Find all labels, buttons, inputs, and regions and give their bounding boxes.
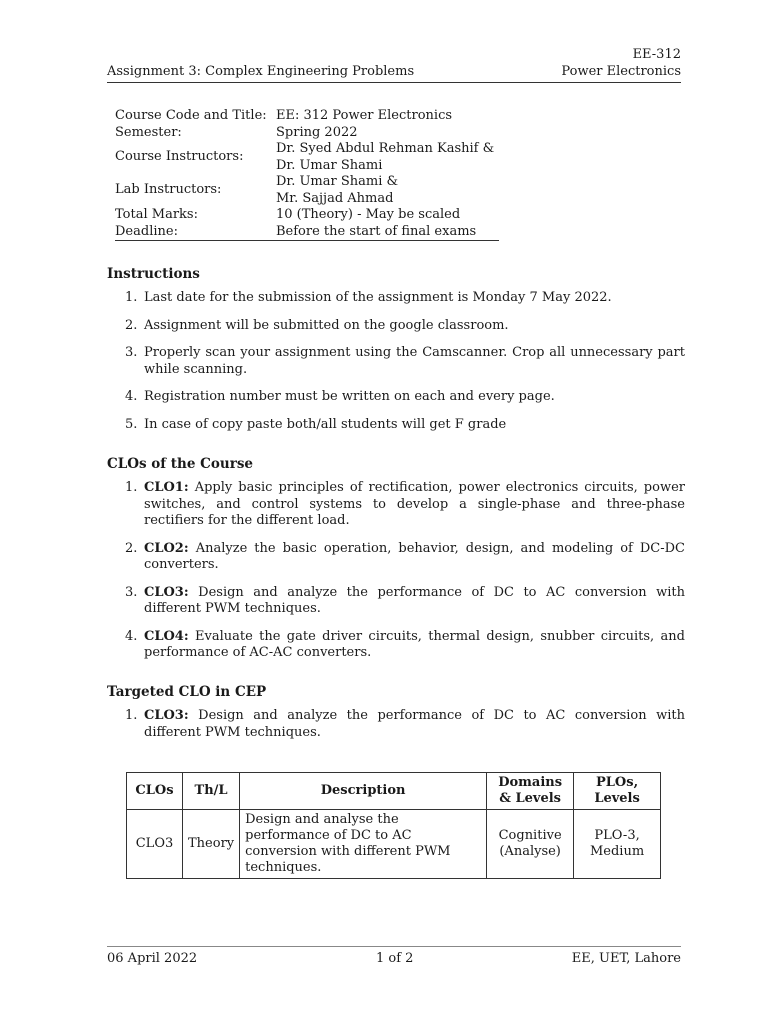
clo-text: Design and analyze the performance of DC to AC conversion with different PWM techniques. — [144, 584, 685, 616]
section-title: CLOs of the Course — [107, 456, 254, 472]
table-cell: Cognitive (Analyse) — [487, 810, 574, 879]
clo-text: Analyze the basic operation, behavior, design, and modeling of DC-DC converters. — [144, 540, 685, 572]
section-title: Targeted CLO in CEP — [107, 684, 267, 700]
info-row-course-instructors — [115, 141, 499, 174]
list-item: 5. In case of copy paste both/all students will get F grade — [125, 416, 507, 432]
header-course-name: Power Electronics — [561, 64, 681, 79]
header-assignment-title: Assignment 3: Complex Engineering Problems — [107, 64, 415, 79]
info-label: Total Marks: — [115, 207, 198, 222]
clo-key: CLO1: — [144, 480, 189, 495]
info-value-line: Dr. Syed Abdul Rehman Kashif & — [276, 141, 495, 156]
info-label: Course Instructors: — [115, 149, 244, 165]
targeted-list — [107, 708, 685, 741]
list-item-text: Properly scan your assignment using the Camscanner. Crop all unnecessary part while scanning. — [144, 345, 685, 377]
table-cell: Theory — [183, 810, 240, 879]
list-item: 3. CLO3: Design and analyze the performance of DC to AC conversion with different PWM techniques. — [125, 584, 685, 616]
info-value — [276, 141, 499, 174]
list-item: 1. CLO3: Design and analyze the performance of DC to AC conversion with different PWM techniques. — [125, 708, 685, 740]
table-row — [127, 810, 661, 879]
footer-date: 06 April 2022 — [107, 951, 198, 966]
info-label: Deadline: — [115, 223, 178, 239]
info-label: Lab Instructors: — [115, 182, 222, 198]
info-value: Before the start of final exams — [276, 223, 477, 239]
info-row-deadline — [115, 224, 499, 241]
info-value — [276, 174, 499, 207]
info-label: Course Code and Title: — [115, 108, 267, 123]
course-info-table — [115, 108, 499, 241]
footer-organization: EE, UET, Lahore — [571, 951, 681, 966]
clos-list — [107, 480, 685, 662]
table-header-row — [127, 773, 661, 810]
info-row-lab-instructors — [115, 174, 499, 207]
clo-mapping-table — [126, 772, 661, 879]
header-rule — [107, 82, 681, 83]
table-header-cell: Description — [240, 773, 487, 810]
info-value-line: Dr. Umar Shami — [276, 157, 383, 173]
table-cell: PLO-3, Medium — [574, 810, 661, 879]
info-value: 10 (Theory) - May be scaled — [276, 207, 461, 222]
list-item: 1. Last date for the submission of the assignment is Monday 7 May 2022. — [125, 290, 612, 305]
targeted-clo-section — [107, 684, 685, 752]
info-value: Spring 2022 — [276, 124, 358, 140]
instructions-list — [107, 290, 685, 433]
clo-text: Design and analyze the performance of DC to AC conversion with different PWM techniques. — [144, 708, 685, 740]
info-row-semester — [115, 125, 499, 142]
clo-key: CLO4: — [144, 628, 189, 644]
clo-text: Evaluate the gate driver circuits, thermal design, snubber circuits, and performance of AC-AC converters. — [144, 628, 685, 660]
clos-section — [107, 456, 685, 673]
info-row-course — [115, 108, 499, 125]
table-header-cell: PLOs, Levels — [574, 773, 661, 810]
list-item-text: Last date for the submission of the assignment is Monday 7 May 2022. — [144, 290, 612, 305]
list-item: 3. Properly scan your assignment using the Camscanner. Crop all unnecessary part while scanning. — [125, 345, 685, 377]
list-item-text: In case of copy paste both/all students will get F grade — [144, 416, 507, 432]
info-label: Semester: — [115, 124, 182, 140]
list-item: 2. CLO2: Analyze the basic operation, behavior, design, and modeling of DC-DC converters. — [125, 540, 685, 572]
info-value-line: Dr. Umar Shami & — [276, 174, 399, 189]
clo-key: CLO2: — [144, 540, 189, 556]
table-header-cell: Domains & Levels — [487, 773, 574, 810]
footer-page-number: 1 of 2 — [376, 951, 414, 966]
clo-key: CLO3: — [144, 584, 189, 600]
info-value-line: Mr. Sajjad Ahmad — [276, 190, 394, 206]
table-header-cell: CLOs — [127, 773, 183, 810]
info-value: EE: 312 Power Electronics — [276, 108, 453, 123]
instructions-section — [107, 266, 685, 444]
list-item: 1. CLO1: Apply basic principles of rectification, power electronics circuits, power switches, and control systems to develop a single-phase and three-phase rectifiers for the different load. — [125, 480, 685, 528]
info-row-total-marks — [115, 207, 499, 224]
header-course-code: EE-312 — [632, 47, 681, 62]
table-cell: CLO3 — [127, 810, 183, 879]
section-title: Instructions — [107, 266, 200, 282]
list-item: 4. CLO4: Evaluate the gate driver circuits, thermal design, snubber circuits, and performance of AC-AC converters. — [125, 628, 685, 660]
list-item: 4. Registration number must be written on each and every page. — [125, 389, 555, 404]
list-item-text: Registration number must be written on each and every page. — [144, 389, 555, 404]
list-item: 2. Assignment will be submitted on the google classroom. — [125, 317, 509, 333]
list-item-text: Assignment will be submitted on the google classroom. — [144, 317, 509, 333]
clo-text: Apply basic principles of rectification, power electronics circuits, power switches, and control systems to develop a single-phase and three-phase rectifiers for the different load. — [144, 480, 685, 528]
clo-key: CLO3: — [144, 708, 189, 723]
table-cell: Design and analyse the performance of DC to AC conversion with different PWM techniques. — [240, 810, 487, 879]
table-header-cell: Th/L — [183, 773, 240, 810]
footer-rule — [107, 946, 681, 947]
